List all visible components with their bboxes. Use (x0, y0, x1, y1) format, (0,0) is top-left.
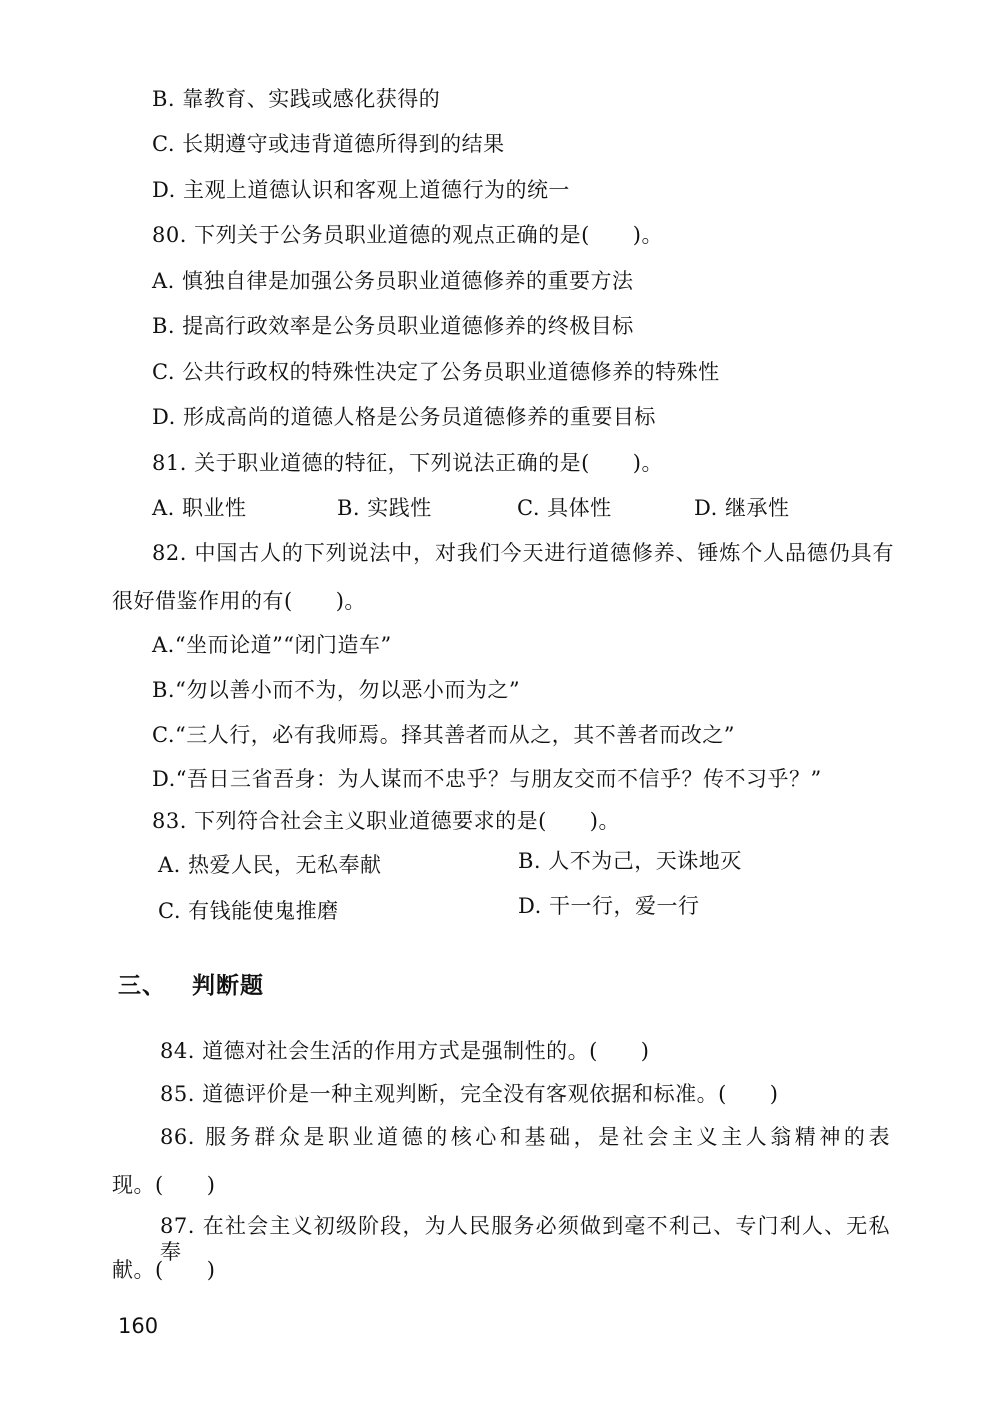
q80-stem: 80. 下列关于公务员职业道德的观点正确的是( )。 (152, 223, 663, 247)
q86-line-1: 86. 服务群众是职业道德的核心和基础，是社会主义主人翁精神的表 (160, 1125, 890, 1149)
q80-option-b: B. 提高行政效率是公务员职业道德修养的终极目标 (152, 314, 634, 338)
page-number: 160 (118, 1314, 159, 1338)
q80-option-c: C. 公共行政权的特殊性决定了公务员职业道德修养的特殊性 (152, 360, 720, 384)
q79-option-d: D. 主观上道德认识和客观上道德行为的统一 (152, 178, 570, 202)
q86-line-2: 现。( ) (112, 1173, 216, 1197)
q87-line-1: 87. 在社会主义初级阶段，为人民服务必须做到毫不利己、专门利人、无私奉 (160, 1214, 890, 1264)
q87-line-2: 献。( ) (112, 1258, 216, 1282)
q82-option-c: C.“三人行，必有我师焉。择其善者而从之，其不善者而改之” (152, 723, 735, 747)
q83-option-d: D. 干一行，爱一行 (518, 894, 700, 918)
q85-text: 85. 道德评价是一种主观判断，完全没有客观依据和标准。( ) (160, 1082, 779, 1106)
q82-stem-line-2: 很好借鉴作用的有( )。 (112, 589, 366, 613)
q80-option-d: D. 形成高尚的道德人格是公务员道德修养的重要目标 (152, 405, 656, 429)
q79-option-b: B. 靠教育、实践或感化获得的 (152, 87, 441, 111)
q83-option-a: A. 热爱人民，无私奉献 (158, 853, 382, 877)
section-number: 三、 (118, 973, 166, 999)
q81-option-c: C. 具体性 (517, 496, 612, 520)
q82-option-a: A.“坐而论道”“闭门造车” (152, 633, 392, 657)
section-heading (118, 972, 264, 1000)
q80-option-a: A. 慎独自律是加强公务员职业道德修养的重要方法 (152, 269, 634, 293)
q81-option-d: D. 继承性 (694, 496, 790, 520)
q83-stem: 83. 下列符合社会主义职业道德要求的是( )。 (152, 809, 620, 833)
q83-option-b: B. 人不为己，天诛地灭 (518, 849, 742, 873)
q82-option-d: D.“吾日三省吾身：为人谋而不忠乎？与朋友交而不信乎？传不习乎？” (152, 767, 822, 791)
q79-option-c: C. 长期遵守或违背道德所得到的结果 (152, 132, 505, 156)
q81-option-a: A. 职业性 (152, 496, 247, 520)
q84-text: 84. 道德对社会生活的作用方式是强制性的。( ) (160, 1039, 650, 1063)
q81-option-b: B. 实践性 (337, 496, 432, 520)
q82-stem-line-1: 82. 中国古人的下列说法中，对我们今天进行道德修养、锤炼个人品德仍具有 (152, 541, 894, 565)
q83-option-c: C. 有钱能使鬼推磨 (158, 899, 339, 923)
section-title: 判断题 (192, 973, 264, 999)
q81-stem: 81. 关于职业道德的特征，下列说法正确的是( )。 (152, 451, 663, 475)
q82-option-b: B.“勿以善小而不为，勿以恶小而为之” (152, 678, 521, 702)
